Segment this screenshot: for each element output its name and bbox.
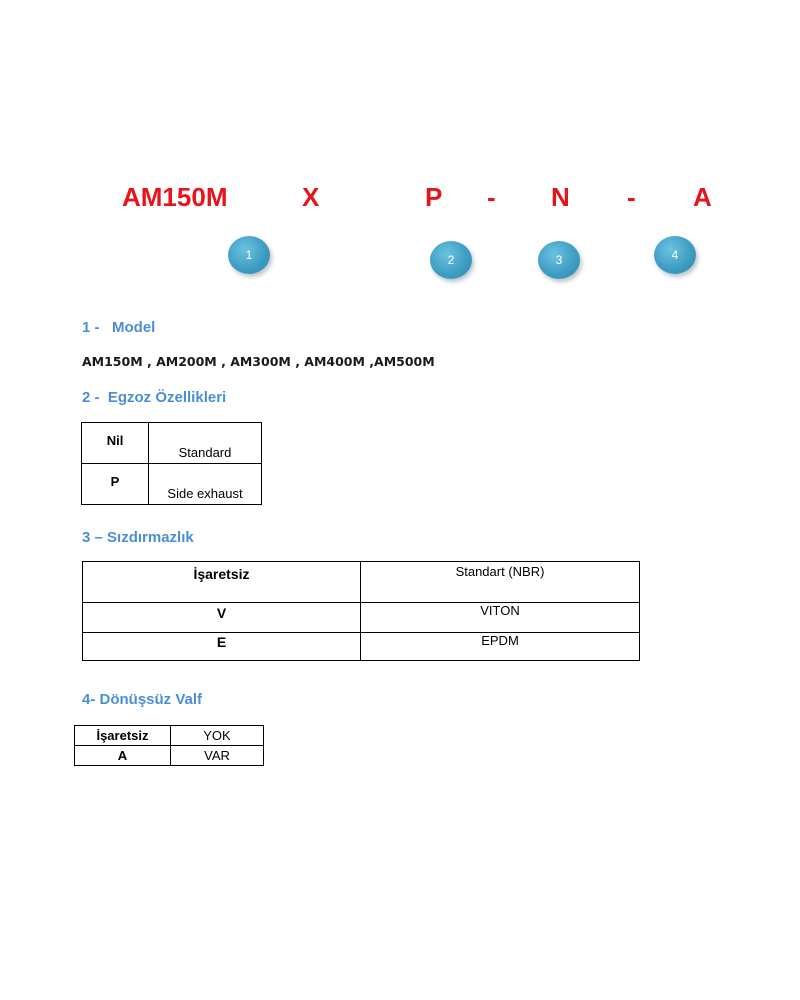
exhaust-desc-cell: Side exhaust xyxy=(149,464,262,505)
code-segment-dash-2: - xyxy=(627,182,636,212)
seal-desc-cell: VITON xyxy=(361,603,640,633)
valve-code-cell: İşaretsiz xyxy=(75,726,171,746)
seal-code-cell: E xyxy=(83,633,361,661)
seal-table xyxy=(82,561,640,661)
seal-code-cell: V xyxy=(83,603,361,633)
check-valve-table xyxy=(74,725,264,766)
valve-code-cell: A xyxy=(75,746,171,766)
code-segment-dash-1: - xyxy=(487,182,496,212)
marker-2: 2 xyxy=(430,241,472,279)
seal-code-cell: İşaretsiz xyxy=(83,562,361,603)
section-model-heading: 1 - Model xyxy=(82,319,156,336)
marker-1: 1 xyxy=(228,236,270,274)
code-segment-model: AM150M xyxy=(122,182,228,212)
table-row xyxy=(83,603,640,633)
code-segment-valve: A xyxy=(693,182,712,212)
marker-3: 3 xyxy=(538,241,580,279)
exhaust-table xyxy=(81,422,262,505)
table-row xyxy=(75,746,264,766)
marker-4: 4 xyxy=(654,236,696,274)
table-row xyxy=(75,726,264,746)
section-check-valve-heading: 4- Dönüşsüz Valf xyxy=(82,691,203,708)
seal-desc-cell: Standart (NBR) xyxy=(361,562,640,603)
exhaust-code-cell: Nil xyxy=(82,423,149,464)
model-list: AM150M , AM200M , AM300M , AM400M ,AM500M xyxy=(82,354,435,369)
code-segment-separator-x: X xyxy=(302,182,320,212)
exhaust-desc-cell: Standard xyxy=(149,423,262,464)
section-exhaust-heading: 2 - Egzoz Özellikleri xyxy=(82,389,227,406)
table-row xyxy=(83,633,640,661)
table-row xyxy=(83,562,640,603)
valve-desc-cell: VAR xyxy=(171,746,264,766)
code-segment-exhaust: P xyxy=(425,182,443,212)
section-seal-heading: 3 – Sızdırmazlık xyxy=(82,529,194,546)
seal-desc-cell: EPDM xyxy=(361,633,640,661)
code-segment-seal: N xyxy=(551,182,570,212)
table-row xyxy=(82,464,262,505)
valve-desc-cell: YOK xyxy=(171,726,264,746)
exhaust-code-cell: P xyxy=(82,464,149,505)
table-row xyxy=(82,423,262,464)
